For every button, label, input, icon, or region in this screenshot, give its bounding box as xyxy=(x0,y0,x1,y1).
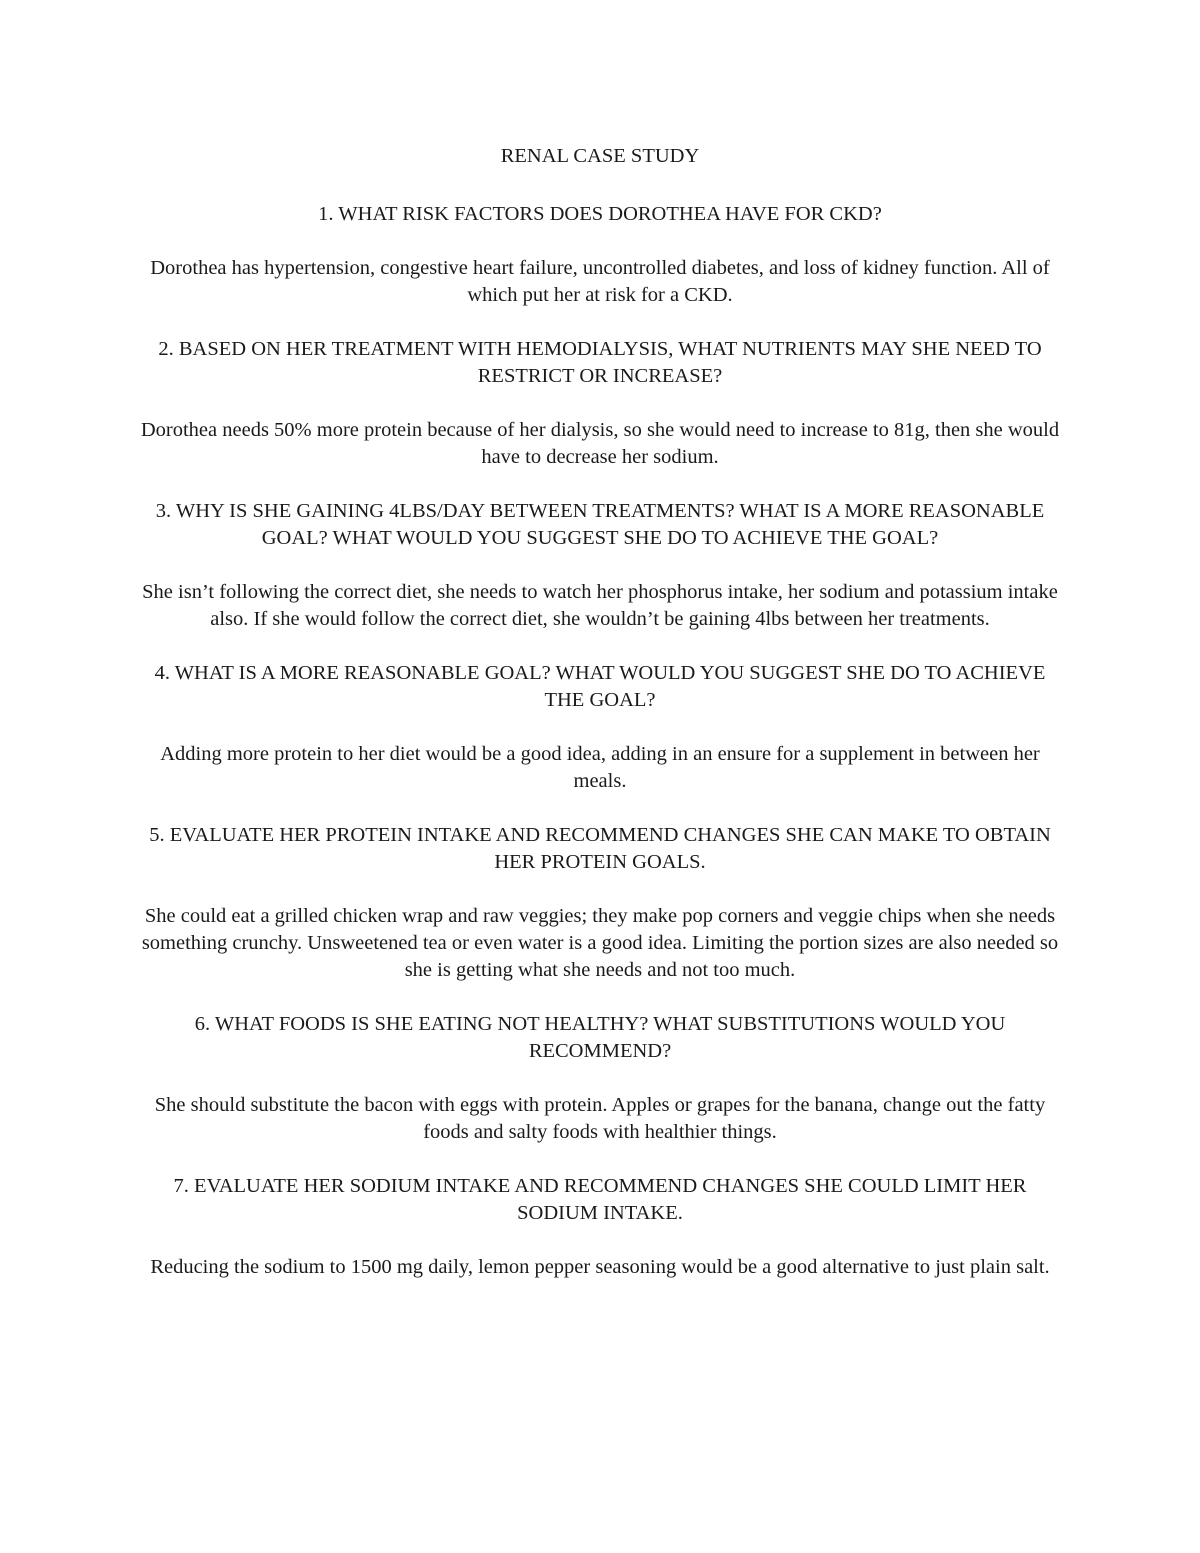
answer-5: She could eat a grilled chicken wrap and raw veggies; they make pop corners and veggie chips when she needs something crunchy. Unsweetened tea or even water is a good idea. Limiting the portion sizes are also needed so she is getting what she needs and not too much. xyxy=(141,905,1059,981)
question-3: 3. WHY IS SHE GAINING 4LBS/DAY BETWEEN TREATMENTS? WHAT IS A MORE REASONABLE GOAL? WHAT WOULD YOU SUGGEST SHE DO TO ACHIEVE THE GOAL? xyxy=(155,500,1045,549)
question-1: 1. WHAT RISK FACTORS DOES DOROTHEA HAVE FOR CKD? xyxy=(318,203,882,225)
qa-item-7 xyxy=(140,1173,1060,1281)
qa-item-4 xyxy=(140,660,1060,795)
answer-2: Dorothea needs 50% more protein because of her dialysis, so she would need to increase to 81g, then she would have to decrease her sodium. xyxy=(140,419,1060,468)
qa-item-1 xyxy=(140,201,1060,309)
qa-item-3 xyxy=(140,498,1060,633)
qa-item-5 xyxy=(140,822,1060,984)
document-page xyxy=(140,138,1060,1308)
answer-1: Dorothea has hypertension, congestive heart failure, uncontrolled diabetes, and loss of kidney function. All of which put her at risk for a CKD. xyxy=(150,257,1050,306)
answer-7: Reducing the sodium to 1500 mg daily, lemon pepper seasoning would be a good alternative to just plain salt. xyxy=(150,1256,1050,1278)
question-2: 2. BASED ON HER TREATMENT WITH HEMODIALYSIS, WHAT NUTRIENTS MAY SHE NEED TO RESTRICT OR INCREASE? xyxy=(158,338,1042,387)
document-title: RENAL CASE STUDY xyxy=(500,145,700,167)
qa-item-2 xyxy=(140,336,1060,471)
answer-3: She isn’t following the correct diet, she needs to watch her phosphorus intake, her sodium and potassium intake also. If she would follow the correct diet, she wouldn’t be gaining 4lbs between her treatments. xyxy=(142,581,1058,630)
question-5: 5. EVALUATE HER PROTEIN INTAKE AND RECOMMEND CHANGES SHE CAN MAKE TO OBTAIN HER PROTEIN GOALS. xyxy=(149,824,1051,873)
question-7: 7. EVALUATE HER SODIUM INTAKE AND RECOMMEND CHANGES SHE COULD LIMIT HER SODIUM INTAKE. xyxy=(173,1175,1027,1224)
qa-item-6 xyxy=(140,1011,1060,1146)
answer-6: She should substitute the bacon with eggs with protein. Apples or grapes for the banana, change out the fatty foods and salty foods with healthier things. xyxy=(154,1094,1046,1143)
question-4: 4. WHAT IS A MORE REASONABLE GOAL? WHAT WOULD YOU SUGGEST SHE DO TO ACHIEVE THE GOAL? xyxy=(154,662,1046,711)
question-6: 6. WHAT FOODS IS SHE EATING NOT HEALTHY? WHAT SUBSTITUTIONS WOULD YOU RECOMMEND? xyxy=(194,1013,1006,1062)
answer-4: Adding more protein to her diet would be a good idea, adding in an ensure for a supplement in between her meals. xyxy=(160,743,1040,792)
